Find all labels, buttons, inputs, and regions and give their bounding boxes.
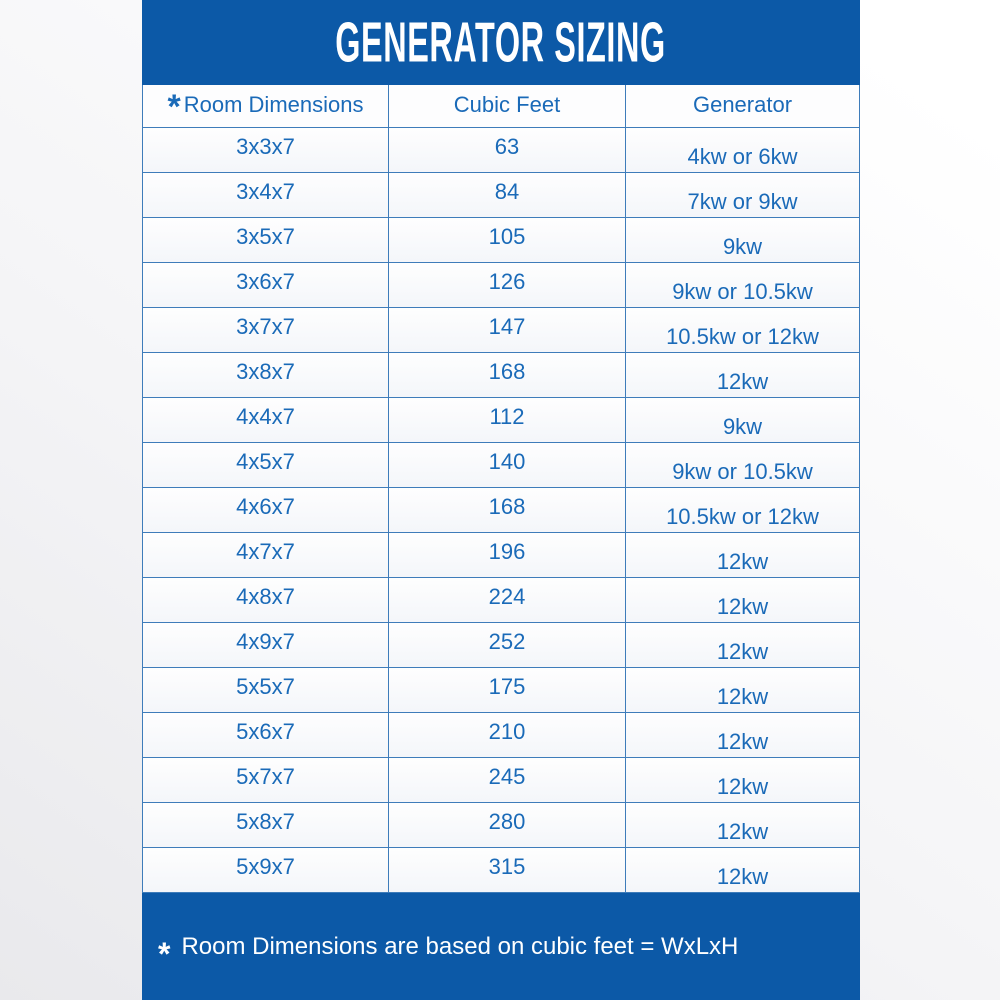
table-row — [143, 488, 859, 533]
cell-room-dimensions: 4x5x7 — [143, 443, 389, 488]
cell-room-dimensions: 5x7x7 — [143, 758, 389, 803]
table-row — [143, 263, 859, 308]
cell-room-dimensions: 5x9x7 — [143, 848, 389, 893]
table-row — [143, 218, 859, 263]
cell-cubic-feet: 147 — [389, 308, 626, 353]
table-row — [143, 308, 859, 353]
cell-generator: 12kw — [626, 668, 859, 713]
table-row — [143, 803, 859, 848]
table-row — [143, 443, 859, 488]
footnote-text: Room Dimensions are based on cubic feet = WxLxH — [181, 932, 739, 960]
table-row — [143, 353, 859, 398]
cell-room-dimensions: 3x8x7 — [143, 353, 389, 398]
cell-generator: 10.5kw or 12kw — [626, 488, 859, 533]
title-band — [142, 0, 860, 85]
sizing-table — [142, 85, 860, 893]
table-row — [143, 533, 859, 578]
table-row — [143, 713, 859, 758]
cell-generator: 10.5kw or 12kw — [626, 308, 859, 353]
cell-cubic-feet: 126 — [389, 263, 626, 308]
table-row — [143, 623, 859, 668]
table-row — [143, 758, 859, 803]
cell-generator: 4kw or 6kw — [626, 128, 859, 173]
cell-generator: 9kw — [626, 398, 859, 443]
cell-cubic-feet: 105 — [389, 218, 626, 263]
cell-cubic-feet: 280 — [389, 803, 626, 848]
cell-cubic-feet: 112 — [389, 398, 626, 443]
cell-cubic-feet: 245 — [389, 758, 626, 803]
cell-room-dimensions: 3x7x7 — [143, 308, 389, 353]
cell-generator: 12kw — [626, 848, 859, 893]
header-cubic-feet: Cubic Feet — [389, 85, 626, 128]
cell-room-dimensions: 5x6x7 — [143, 713, 389, 758]
cell-cubic-feet: 210 — [389, 713, 626, 758]
cell-generator: 12kw — [626, 353, 859, 398]
cell-generator: 12kw — [626, 713, 859, 758]
cell-generator: 12kw — [626, 758, 859, 803]
cell-generator: 9kw or 10.5kw — [626, 263, 859, 308]
header-room-dimensions: * Room Dimensions — [143, 85, 389, 128]
cell-cubic-feet: 224 — [389, 578, 626, 623]
cell-generator: 12kw — [626, 578, 859, 623]
table-row — [143, 848, 859, 893]
table-row — [143, 173, 859, 218]
cell-room-dimensions: 3x3x7 — [143, 128, 389, 173]
cell-generator: 9kw — [626, 218, 859, 263]
cell-generator: 12kw — [626, 623, 859, 668]
cell-cubic-feet: 140 — [389, 443, 626, 488]
cell-room-dimensions: 5x5x7 — [143, 668, 389, 713]
table-row — [143, 668, 859, 713]
cell-cubic-feet: 168 — [389, 353, 626, 398]
cell-cubic-feet: 196 — [389, 533, 626, 578]
page-title: GENERATOR SIZING — [335, 11, 667, 74]
cell-cubic-feet: 315 — [389, 848, 626, 893]
header-generator: Generator — [626, 85, 859, 128]
cell-cubic-feet: 175 — [389, 668, 626, 713]
table-row — [143, 578, 859, 623]
cell-room-dimensions: 4x8x7 — [143, 578, 389, 623]
table-header-row — [143, 85, 859, 128]
cell-room-dimensions: 3x4x7 — [143, 173, 389, 218]
cell-generator: 12kw — [626, 803, 859, 848]
cell-room-dimensions: 3x5x7 — [143, 218, 389, 263]
header-room-dimensions-label: Room Dimensions — [183, 92, 364, 117]
cell-cubic-feet: 252 — [389, 623, 626, 668]
generator-sizing-panel — [142, 0, 860, 1000]
cell-generator: 12kw — [626, 533, 859, 578]
cell-room-dimensions: 4x7x7 — [143, 533, 389, 578]
cell-room-dimensions: 3x6x7 — [143, 263, 389, 308]
footnote: * Room Dimensions are based on cubic feet = WxLxH — [158, 932, 739, 972]
table-row — [143, 128, 859, 173]
table-row — [143, 398, 859, 443]
table-body — [143, 128, 859, 893]
cell-cubic-feet: 168 — [389, 488, 626, 533]
footnote-band — [142, 893, 860, 1000]
cell-generator: 9kw or 10.5kw — [626, 443, 859, 488]
cell-cubic-feet: 63 — [389, 128, 626, 173]
cell-cubic-feet: 84 — [389, 173, 626, 218]
cell-room-dimensions: 4x4x7 — [143, 398, 389, 443]
cell-generator: 7kw or 9kw — [626, 173, 859, 218]
cell-room-dimensions: 5x8x7 — [143, 803, 389, 848]
cell-room-dimensions: 4x6x7 — [143, 488, 389, 533]
cell-room-dimensions: 4x9x7 — [143, 623, 389, 668]
